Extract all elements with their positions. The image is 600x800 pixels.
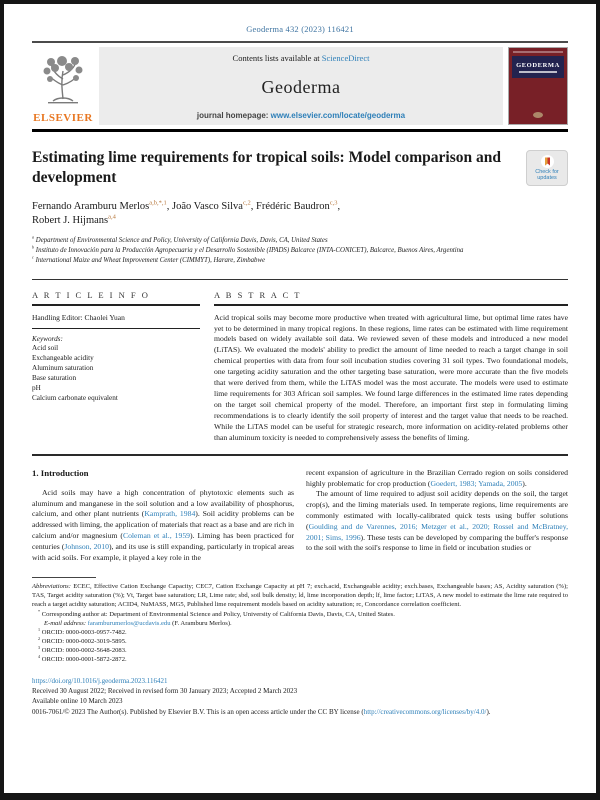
publication-details <box>32 676 568 717</box>
author-line-2: Robert J. Hijmans$^{a,4}$ <box>32 213 116 226</box>
abbreviations-note: Abbreviations: ECEC, Effective Cation Exchange Capacity; CEC7, Cation Exchange Capacity at pH 7; exch.acid, Exchangeable acidity; exch.bases, Exchangeable bases; AS, Acidity saturation (%); TAS, Target acidity saturation (%); Vt, Target base saturation; LR, Lime rate; sbd, soil bulk density; ld, lime incorporation depth; lf, lime factor; LiTAS, A new model to estimate the lime rate required to reach a target acidity saturation; ACID4, NuMASS, MG5, Published lime requirement models based on acidity saturation; rc, Concordance correlation coefficient. <box>32 583 569 609</box>
corresponding-author-note: * Corresponding author at: Department of Environmental Science and Policy, University of California Davis, Davis, CA, United States. <box>38 608 395 618</box>
masthead-box <box>99 47 503 125</box>
affiliation-b: $^b$ Instituto de Innovación para la Producción Agropecuaria y el Desarrollo Sostenible (IPADS) Balcarce (INTA-CONICET), Balcarce, Buenos Aires, Argentina <box>32 244 464 255</box>
intro-paragraph: recent expansion of agriculture in the Brazilian Cerrado region on soils considered highly problematic for crop production (Goedert, 1983; Yamada, 2005). <box>306 467 568 488</box>
abstract-column <box>214 290 568 444</box>
journal-homepage-link[interactable]: www.elsevier.com/locate/geoderma <box>270 111 406 120</box>
elsevier-logo[interactable] <box>32 47 94 125</box>
body-column-right <box>306 468 568 563</box>
cover-emblem <box>533 112 543 118</box>
abstract-heading: A B S T R A C T <box>214 289 302 300</box>
affiliation-c: $^c$ International Maize and Wheat Improvement Center (CIMMYT), Harare, Zimbabwe <box>32 255 266 265</box>
footnote-separator-rule <box>32 577 96 578</box>
info-abstract-section <box>32 290 568 444</box>
inline-link[interactable]: Goedert, 1983; Yamada, 2005 <box>430 478 523 488</box>
copyright-line: 0016-7061/© 2023 The Author(s). Published by Elsevier B.V. This is an open access article under the CC BY license (http://creativecommons.org/licenses/by/4.0/). <box>32 707 491 716</box>
editor-divider-rule <box>32 328 200 329</box>
affiliations <box>32 236 568 267</box>
info-bottom-rule <box>32 454 568 456</box>
article-info-heading: A R T I C L E I N F O <box>32 289 150 300</box>
keyword: Exchangeable acidity <box>32 353 94 362</box>
cover-navy-band <box>512 56 564 78</box>
homepage-line <box>103 111 499 120</box>
journal-title: Geoderma <box>261 76 341 97</box>
article-info-column <box>32 290 200 444</box>
inline-link[interactable]: http://creativecommons.org/licenses/by/4.0/ <box>363 707 487 716</box>
abstract-heading-rule <box>214 304 568 306</box>
article-title: Estimating lime requirements for tropical soils: Model comparison and development <box>32 149 502 186</box>
intro-paragraph: Acid soils may have a high concentration of phytotoxic elements such as aluminum and manganese in the soil solution and a low availability of phosphorus, calcium, and other plant nutrients (Kamprath, 1984). Soil acidity problems can be addressed with liming, the application of materials that react as a base and are rich in calcium and/or magnesium (Coleman et al., 1959). Liming has been practiced for centuries (Johnson, 2010), and its use is still expanding, particularly in tropical areas with acid soils. For example, it played a key role in the <box>32 487 295 562</box>
journal-cover-thumbnail[interactable] <box>508 47 568 125</box>
footnotes <box>32 582 568 664</box>
article-info-heading-rule <box>32 304 200 306</box>
affiliation-a: $^a$ Department of Environmental Science and Policy, University of California Davis, Davis, CA, United States <box>32 234 328 244</box>
journal-masthead <box>32 47 568 125</box>
orcid-note: $^2$ ORCID: 0000-0002-3019-5895. <box>38 635 127 645</box>
doi-link[interactable]: https://doi.org/10.1016/j.geoderma.2023.116421 <box>32 677 168 686</box>
available-online-date: Available online 10 March 2023 <box>32 697 123 706</box>
homepage-prefix: journal homepage: <box>196 111 271 120</box>
header-bottom-rule <box>32 129 568 132</box>
contents-line <box>103 53 499 63</box>
abstract-text: Acid tropical soils may become more productive when treated with agricultural lime, but optimal lime rates have yet to be determined in many tropical regions. In these regions, lime rates can be estimated with lime requirement models based on widely available soil data. We reviewed seven of these models and introduced a new model (LiTAS). We evaluated the models' ability to predict the amount of lime needed to reach a target change in soil chemical properties with data from four soil incubation studies covering 31 soil types. Two foundational models, one targeting acidity saturation and the other targeting base saturation, were more accurate than the five models that were derived from them, while the LiTAS model was the most accurate. The models were used to estimate lime requirements for 303 African soil samples. We found large differences in the estimated lime rates depending on the target soil chemical property of the model. Therefore, an important first step in formulating liming recommendations is to clearly identify the soil property of interest and the target value that needs to be reached. While the LiTAS model can be useful for strategic research, more information on acidity-related problems other than aluminum toxicity is needed to comprehensively assess the benefits of liming. <box>214 312 568 442</box>
sciencedirect-link[interactable]: ScienceDirect <box>321 53 370 63</box>
inline-link[interactable]: Kamprath, 1984 <box>144 509 196 519</box>
author-line-1: Fernando Aramburu Merlos$^{a,b,*,1}$, João Vasco Silva$^{c,2}$, Frédéric Baudron$^{c,3}$, <box>32 199 341 212</box>
orcid-note: $^3$ ORCID: 0000-0002-5648-2083. <box>38 644 127 654</box>
keyword: Acid soil <box>32 343 59 352</box>
orcid-note: $^4$ ORCID: 0000-0001-5872-2872. <box>38 653 127 664</box>
intro-paragraph: The amount of lime required to adjust soil acidity depends on the soil, the target crop(s), and the liming materials used. In temperate regions, lime requirements are commonly estimated with locally-calibrated quick tests using buffer solutions (Goulding and de Varennes, 2016; Metzger et al., 2020; Rossel and McBratney, 2001; Sims, 1996). These tests can be developed by comparing the buffer's response to the soil with the soil's response to lime in field or incubation studies or <box>306 489 569 553</box>
inline-link[interactable]: Goulding and de Varennes, 2016; Metzger et al., 2020; Rossel and McBratney, 2001; Sims, 1996 <box>306 521 568 542</box>
handling-editor: Handling Editor: Chaolei Yuan <box>32 312 125 322</box>
keywords-label: Keywords: <box>32 334 63 343</box>
keyword: Base saturation <box>32 373 77 382</box>
check-updates-icon <box>541 155 554 168</box>
cover-subtitle-bar <box>519 71 557 73</box>
cover-title: GEODERMA <box>516 61 560 69</box>
elsevier-wordmark: ELSEVIER <box>33 112 93 124</box>
cover-volume-bar <box>513 51 563 53</box>
body-text <box>32 468 568 563</box>
keyword: Calcium carbonate equivalent <box>32 393 118 402</box>
orcid-note: $^1$ ORCID: 0000-0003-0957-7482. <box>38 626 127 636</box>
contents-prefix: Contents lists available at <box>232 53 322 63</box>
info-top-rule <box>32 279 568 280</box>
inline-link[interactable]: Johnson, 2010 <box>64 541 109 551</box>
check-updates-label: Check for updates <box>535 168 559 181</box>
keyword: Aluminum saturation <box>32 363 94 372</box>
title-row <box>32 148 568 188</box>
body-column-left <box>32 468 294 563</box>
received-dates: Received 30 August 2022; Received in revised form 30 January 2023; Accepted 2 March 2023 <box>32 687 298 696</box>
check-for-updates-badge[interactable] <box>526 150 568 186</box>
header-top-rule <box>32 41 568 43</box>
email-note: E-mail address: faramburumerlos@ucdavis.edu (F. Aramburu Merlos). <box>44 619 232 627</box>
introduction-heading: 1. Introduction <box>32 467 89 478</box>
elsevier-tree-icon <box>38 55 88 111</box>
journal-reference: Geoderma 432 (2023) 116421 <box>246 24 354 34</box>
keyword: pH <box>32 383 41 392</box>
inline-link[interactable]: faramburumerlos@ucdavis.edu <box>87 619 171 627</box>
inline-link[interactable]: Coleman et al., 1959 <box>122 530 191 540</box>
